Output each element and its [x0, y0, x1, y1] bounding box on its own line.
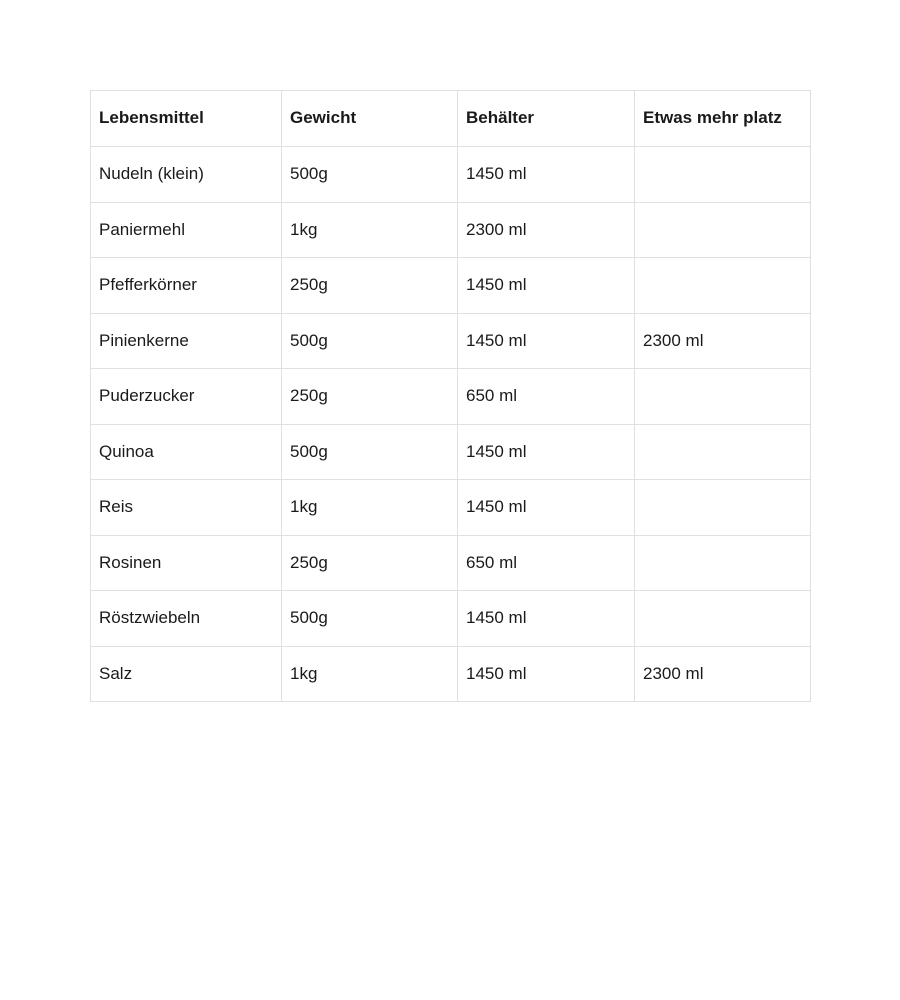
table-row — [91, 535, 811, 591]
cell-etwas-mehr-platz — [635, 424, 811, 480]
cell-lebensmittel: Reis — [91, 480, 282, 536]
column-header-behaelter: Behälter — [458, 91, 635, 147]
cell-lebensmittel: Rosinen — [91, 535, 282, 591]
column-header-etwas-mehr-platz: Etwas mehr platz — [635, 91, 811, 147]
cell-etwas-mehr-platz — [635, 480, 811, 536]
cell-lebensmittel: Puderzucker — [91, 369, 282, 425]
cell-etwas-mehr-platz: 2300 ml — [635, 646, 811, 702]
table-row — [91, 313, 811, 369]
cell-behaelter: 1450 ml — [458, 313, 635, 369]
cell-lebensmittel: Paniermehl — [91, 202, 282, 258]
table-row — [91, 480, 811, 536]
cell-gewicht: 1kg — [282, 646, 458, 702]
cell-gewicht: 250g — [282, 535, 458, 591]
cell-behaelter: 1450 ml — [458, 646, 635, 702]
cell-behaelter: 2300 ml — [458, 202, 635, 258]
cell-gewicht: 500g — [282, 591, 458, 647]
column-header-gewicht: Gewicht — [282, 91, 458, 147]
cell-etwas-mehr-platz — [635, 591, 811, 647]
cell-lebensmittel: Röstzwiebeln — [91, 591, 282, 647]
cell-behaelter: 650 ml — [458, 535, 635, 591]
cell-behaelter: 1450 ml — [458, 480, 635, 536]
cell-gewicht: 1kg — [282, 202, 458, 258]
table-row — [91, 202, 811, 258]
cell-etwas-mehr-platz — [635, 369, 811, 425]
cell-gewicht: 250g — [282, 258, 458, 314]
table-row — [91, 258, 811, 314]
cell-etwas-mehr-platz — [635, 535, 811, 591]
cell-gewicht: 1kg — [282, 480, 458, 536]
header-row — [91, 91, 811, 147]
food-storage-table — [90, 90, 811, 702]
cell-etwas-mehr-platz — [635, 147, 811, 203]
table-row — [91, 424, 811, 480]
cell-etwas-mehr-platz: 2300 ml — [635, 313, 811, 369]
table-row — [91, 591, 811, 647]
cell-gewicht: 500g — [282, 147, 458, 203]
cell-lebensmittel: Nudeln (klein) — [91, 147, 282, 203]
cell-gewicht: 500g — [282, 424, 458, 480]
cell-etwas-mehr-platz — [635, 258, 811, 314]
table-row — [91, 147, 811, 203]
table-row — [91, 369, 811, 425]
cell-behaelter: 650 ml — [458, 369, 635, 425]
cell-gewicht: 500g — [282, 313, 458, 369]
cell-behaelter: 1450 ml — [458, 424, 635, 480]
cell-behaelter: 1450 ml — [458, 147, 635, 203]
cell-gewicht: 250g — [282, 369, 458, 425]
column-header-lebensmittel: Lebensmittel — [91, 91, 282, 147]
cell-behaelter: 1450 ml — [458, 258, 635, 314]
cell-lebensmittel: Pfefferkörner — [91, 258, 282, 314]
cell-etwas-mehr-platz — [635, 202, 811, 258]
cell-lebensmittel: Pinienkerne — [91, 313, 282, 369]
cell-lebensmittel: Quinoa — [91, 424, 282, 480]
cell-lebensmittel: Salz — [91, 646, 282, 702]
cell-behaelter: 1450 ml — [458, 591, 635, 647]
table-row — [91, 646, 811, 702]
